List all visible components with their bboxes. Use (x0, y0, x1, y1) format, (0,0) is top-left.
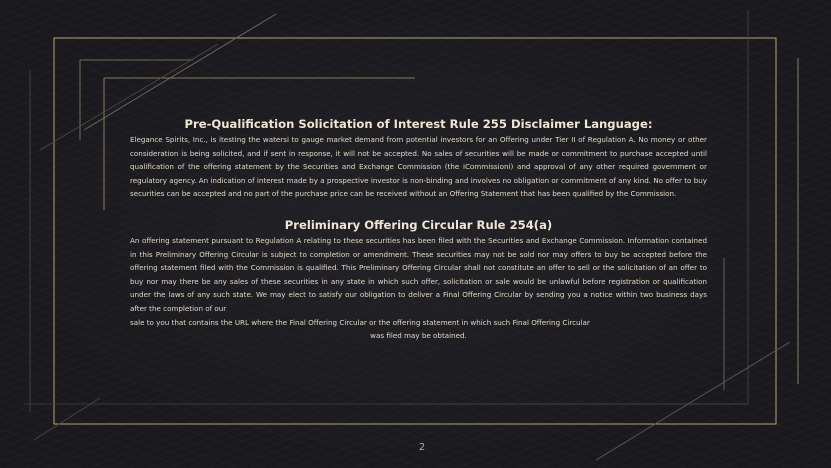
disclaimer-content (130, 117, 707, 343)
diagonal-line-bottom-1 (596, 342, 790, 460)
diagonal-line-top-1 (84, 14, 276, 130)
rule-254a-paragraph: An offering statement pursuant to Regulation A relating to these securities has been filed with the Securities and Exchange Commission. Information contained in this Preliminary Offering Circular is subject to completion or amendment. These securities may not be sold nor may offers to buy be accepted before the offering statement filed with the Commission is qualified. This Preliminary Offering Circular shall not constitute an offer to sell or the solicitation of an offer to buy nor may there be any sales of these securities in any state in which such offer, solicitation or sale would be unlawful before registration or qualification under the laws of any such state. We may elect to satisfy our obligation to deliver a Final Offering Circular by sending you a notice within two business days after the completion of our (130, 235, 707, 313)
page-number: 2 (418, 442, 426, 453)
rule-254a-paragraph-tail: sale to you that contains the URL where the Final Offering Circular or the offering statement in which such Final Offering Circular (130, 317, 590, 327)
rule-254a-paragraph-final: was filed may be obtained. (370, 331, 467, 341)
rule-255-paragraph: Elegance Spirits, Inc., is itesting the watersi to gauge market demand from potential investors for an Offering under Tier II of Regulation A. No money or other consideration is being solicited, and if sent in response, it will not be accepted. No sales of securities will be made or commitment to purchase accepted until qualification of the offering statement by the Securities and Exchange Commission (the iCommissioni) and approval of any other required government or regulatory agency. An indication of interest made by a prospective investor is non-binding and involves no obligation or commitment of any kind. No offer to buy securities can be accepted and no part of the purchase price can be received without an Offering Statement that has been qualified by the Commission. (130, 135, 707, 199)
rule-254a-heading: Preliminary Offering Circular Rule 254(a) (284, 217, 553, 232)
rule-255-heading: Pre-Qualification Solicitation of Interest Rule 255 Disclaimer Language: (184, 117, 653, 131)
